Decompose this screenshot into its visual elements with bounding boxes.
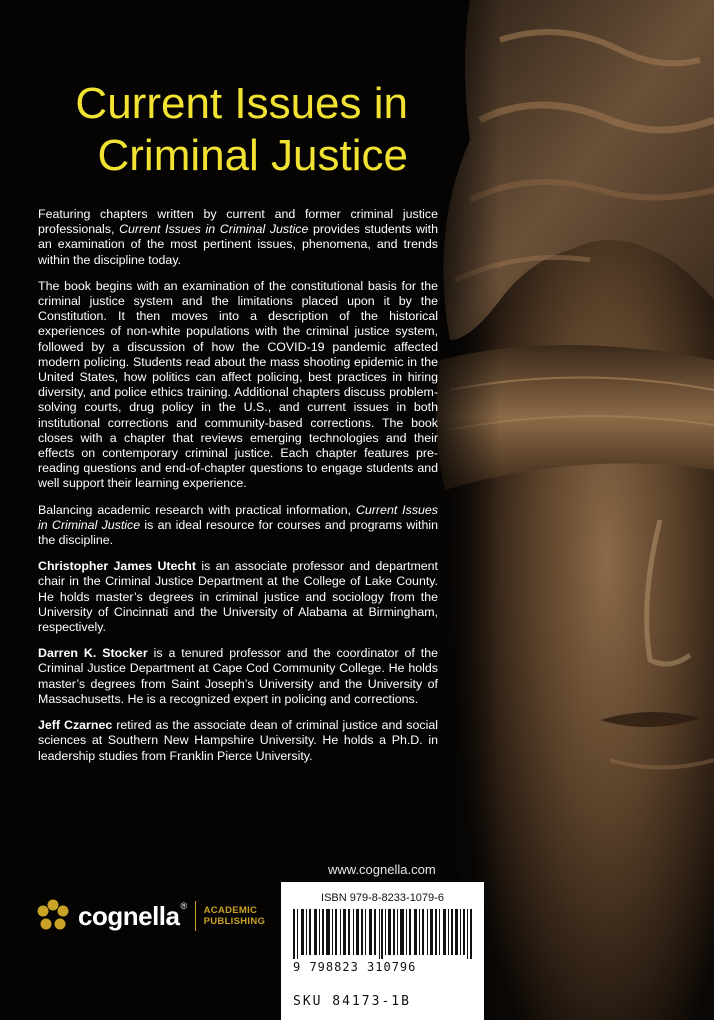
author-bio-3: Jeff Czarnec retired as the associate dean of criminal justice and social sciences at Southern New Hampshire University. He holds a Ph.D. in leadership studies from Franklin Pierce University. <box>38 718 438 763</box>
publisher-logo <box>34 895 265 937</box>
isbn-text: ISBN 979-8-8233-1079-6 <box>321 892 444 904</box>
title-line-2: Criminal Justice <box>97 131 408 180</box>
cognella-flower-icon <box>34 897 72 935</box>
book-title <box>38 78 408 182</box>
description-paragraph-3: Balancing academic research with practical information, Current Issues in Criminal Justice is an ideal resource for courses and programs within the discipline. <box>38 502 438 548</box>
logo-wordmark: cognella® <box>78 900 187 931</box>
description-paragraph-1: Featuring chapters written by current and former criminal justice professionals, Current Issues in Criminal Justice provides students with an examination of the most pertinent issues, phenomena, and trends within the discipline today. <box>38 207 438 267</box>
author-name: Christopher James Utecht <box>38 559 196 574</box>
author-name: Darren K. Stocker <box>38 646 148 661</box>
author-bio-2: Darren K. Stocker is a tenured professor and the coordinator of the Criminal Justice Department at Cape Cod Community College. He holds master’s degrees from Saint Joseph’s University and the University of Massachusetts. He is a recognized expert in policing and corrections. <box>38 646 438 706</box>
logo-divider <box>195 901 196 931</box>
sku-text: SKU 84173-1B <box>293 994 411 1009</box>
author-bio-1: Christopher James Utecht is an associate professor and department chair in the Criminal Justice Department at the College of Lake County. He holds master’s degrees in criminal justice and sociology from the University of Cincinnati and the University of Alabama at Birmingham, respectively. <box>38 559 438 635</box>
description-paragraph-2: The book begins with an examination of the constitutional basis for the criminal justice system and the limitations placed upon it by the Constitution. It then moves into a description of the historical experiences of non-white populations with the criminal justice system, followed by a discussion of how the COVID-19 pandemic affected modern policing. Students read about the mass shooting epidemic in the United States, how politics can affect policing, best practices in hiring diversity, and police ethics training. Additional chapters discuss problem-solving courts, drug policy in the U.S., and current issues in both institutional corrections and community-based corrections. The book closes with a chapter that reviews emerging technologies and their effects on contemporary criminal justice. Each chapter features pre-reading questions and end-of-chapter questions to engage students and well support their learning experience. <box>38 278 438 491</box>
isbn-barcode-panel <box>281 882 484 1020</box>
author-name: Jeff Czarnec <box>38 718 113 733</box>
logo-subtitle: ACADEMIC PUBLISHING <box>203 905 266 927</box>
publisher-website[interactable]: www.cognella.com <box>328 862 436 877</box>
barcode-number: 9 798823 310796 <box>293 960 417 974</box>
title-line-1: Current Issues in <box>75 79 408 128</box>
book-description <box>38 207 438 775</box>
barcode-bars-icon <box>293 909 473 959</box>
